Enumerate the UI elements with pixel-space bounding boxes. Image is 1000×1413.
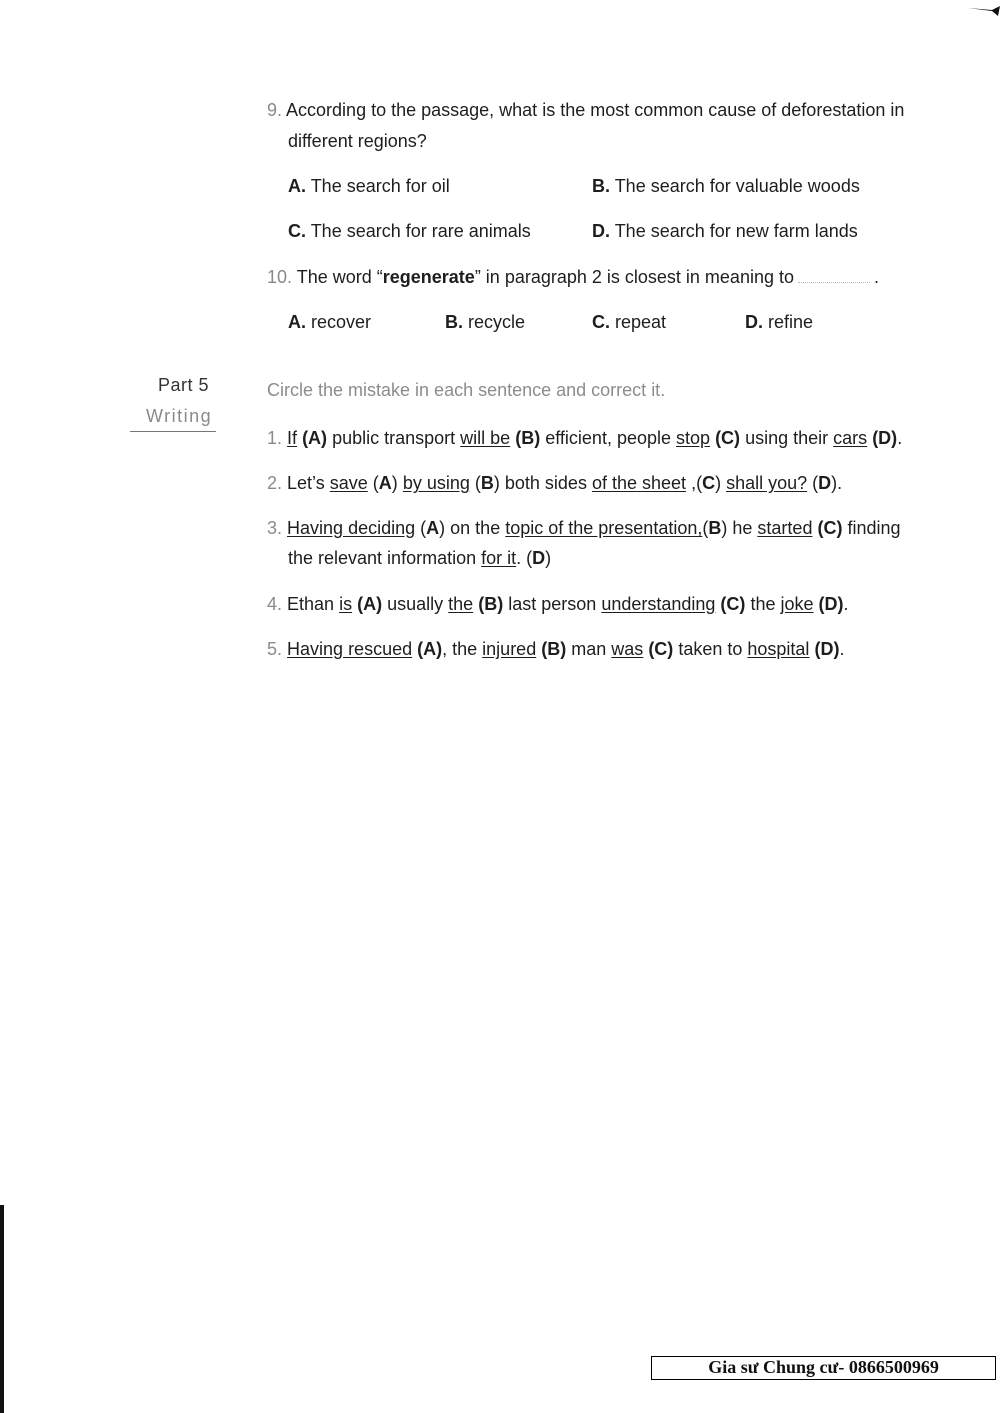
option-text: refine	[768, 312, 814, 332]
underlined-part-b: by using	[402, 473, 470, 493]
option-text: repeat	[615, 312, 667, 332]
sentence-text: public transport	[332, 428, 456, 448]
part-label: Part 5	[158, 375, 210, 395]
marker-c: ,(C)	[691, 473, 722, 493]
sentence-number: 1.	[267, 428, 283, 448]
option-text: The search for valuable woods	[614, 176, 860, 196]
underlined-part-b: topic of the presentation,	[505, 518, 703, 538]
option-d	[592, 221, 858, 242]
marker-d: (D)	[872, 428, 898, 448]
underlined-part-b: injured	[482, 639, 537, 659]
sentence-text: taken to	[678, 639, 743, 659]
sentence-number: 2.	[267, 473, 283, 493]
sentence-3-continued	[288, 548, 551, 569]
marker-letter: A	[426, 518, 440, 538]
option-text: recover	[311, 312, 372, 332]
sentence-end: .	[839, 639, 845, 659]
sentence-end: .	[843, 594, 849, 614]
underlined-part-c: understanding	[601, 594, 716, 614]
marker-letter: D	[818, 473, 832, 493]
underlined-part-d: shall you?	[726, 473, 808, 493]
sentence-text: finding	[847, 518, 901, 538]
underlined-part-c: of the sheet	[591, 473, 687, 493]
sentence-end: .	[837, 473, 843, 493]
question-9-continued: different regions?	[288, 131, 427, 151]
marker-c: (C)	[715, 428, 741, 448]
option-a	[288, 176, 450, 197]
option-letter: A.	[288, 312, 306, 332]
sentence-number: 4.	[267, 594, 283, 614]
marker-letter: B	[480, 473, 494, 493]
sentence-text: efficient, people	[545, 428, 671, 448]
option-b	[592, 176, 860, 197]
sentence-number: 5.	[267, 639, 283, 659]
marker-letter: B	[708, 518, 722, 538]
option-letter: C.	[592, 312, 610, 332]
underlined-part-a: save	[329, 473, 368, 493]
marker-a: (A)	[357, 594, 383, 614]
question-number: 10.	[267, 267, 293, 287]
question-text-start: The word “	[296, 267, 383, 287]
underlined-part-c: was	[611, 639, 644, 659]
marker-d: (D)	[526, 548, 552, 568]
scan-edge	[0, 1205, 4, 1413]
underlined-part-b: the	[448, 594, 474, 614]
sentence-text: the	[750, 594, 776, 614]
marker-d: (D)	[818, 594, 844, 614]
underlined-part-c: stop	[676, 428, 711, 448]
option-b	[445, 312, 525, 333]
marker-b: (B)	[478, 594, 504, 614]
question-text-end: ” in paragraph 2 is closest in meaning to	[474, 267, 794, 287]
option-letter: A.	[288, 176, 306, 196]
sentence-number: 3.	[267, 518, 283, 538]
marker-c: (C)	[720, 594, 746, 614]
punctuation: ,	[691, 473, 697, 493]
option-text: The search for rare animals	[310, 221, 531, 241]
sentence-text: usually	[387, 594, 444, 614]
option-d	[745, 312, 813, 333]
marker-a: (A)	[372, 473, 398, 493]
underlined-part-a: is	[339, 594, 353, 614]
sentence-text: the relevant information	[288, 548, 477, 568]
sentence-end: .	[897, 428, 903, 448]
question-period: .	[874, 267, 880, 287]
marker-letter: A	[378, 473, 392, 493]
marker-c: (C)	[648, 639, 674, 659]
sentence-3	[267, 518, 901, 539]
underlined-part-c: started	[757, 518, 813, 538]
option-letter: B.	[445, 312, 463, 332]
sentence-1	[267, 428, 902, 449]
underlined-part-d: hospital	[747, 639, 810, 659]
answer-blank	[798, 282, 870, 283]
sentence-text: Let’s	[287, 473, 325, 493]
marker-b: (B)	[702, 518, 728, 538]
question-9	[267, 100, 904, 121]
option-letter: D.	[745, 312, 763, 332]
underlined-part-d: joke	[780, 594, 814, 614]
option-letter: D.	[592, 221, 610, 241]
marker-d: (D)	[814, 639, 840, 659]
option-letter: B.	[592, 176, 610, 196]
option-c	[592, 312, 666, 333]
part-divider	[130, 431, 216, 432]
option-a	[288, 312, 371, 333]
marker-letter: C	[702, 473, 716, 493]
marker-b: (B)	[541, 639, 567, 659]
marker-a: (A)	[420, 518, 446, 538]
option-c	[288, 221, 531, 242]
punctuation: .	[516, 548, 522, 568]
marker-letter: D	[532, 548, 546, 568]
marker-a: (A)	[417, 639, 443, 659]
sentence-text: using their	[745, 428, 829, 448]
sentence-4	[267, 594, 849, 615]
underlined-part-d: cars	[833, 428, 868, 448]
sentence-text: man	[571, 639, 607, 659]
underlined-part-a: If	[287, 428, 298, 448]
marker-b: (B)	[515, 428, 541, 448]
part-instruction: Circle the mistake in each sentence and correct it.	[267, 380, 666, 400]
sentence-2	[267, 473, 842, 494]
underlined-part-a: Having rescued	[287, 639, 413, 659]
question-text: According to the passage, what is the most common cause of deforestation in	[286, 100, 905, 120]
underlined-part-b: will be	[460, 428, 511, 448]
marker-c: (C)	[817, 518, 843, 538]
sentence-text: on the	[450, 518, 501, 538]
option-text: recycle	[468, 312, 526, 332]
sentence-text: , the	[442, 639, 478, 659]
question-keyword: regenerate	[382, 267, 475, 287]
question-10	[267, 267, 879, 288]
option-letter: C.	[288, 221, 306, 241]
footer-label: Gia sư Chung cư- 0866500969	[651, 1356, 996, 1380]
sentence-text: Ethan	[287, 594, 335, 614]
sentence-text: both sides	[504, 473, 587, 493]
option-text: The search for oil	[310, 176, 450, 196]
marker-a: (A)	[302, 428, 328, 448]
part-name: Writing	[146, 406, 213, 426]
question-number: 9.	[267, 100, 283, 120]
underlined-part-d: for it	[481, 548, 517, 568]
underlined-part-a: Having deciding	[287, 518, 416, 538]
sentence-text: he	[732, 518, 753, 538]
option-text: The search for new farm lands	[614, 221, 858, 241]
marker-d: (D)	[812, 473, 838, 493]
sentence-5	[267, 639, 844, 660]
marker-b: (B)	[474, 473, 500, 493]
corner-arrow-icon	[968, 2, 1000, 18]
sentence-text: last person	[508, 594, 597, 614]
